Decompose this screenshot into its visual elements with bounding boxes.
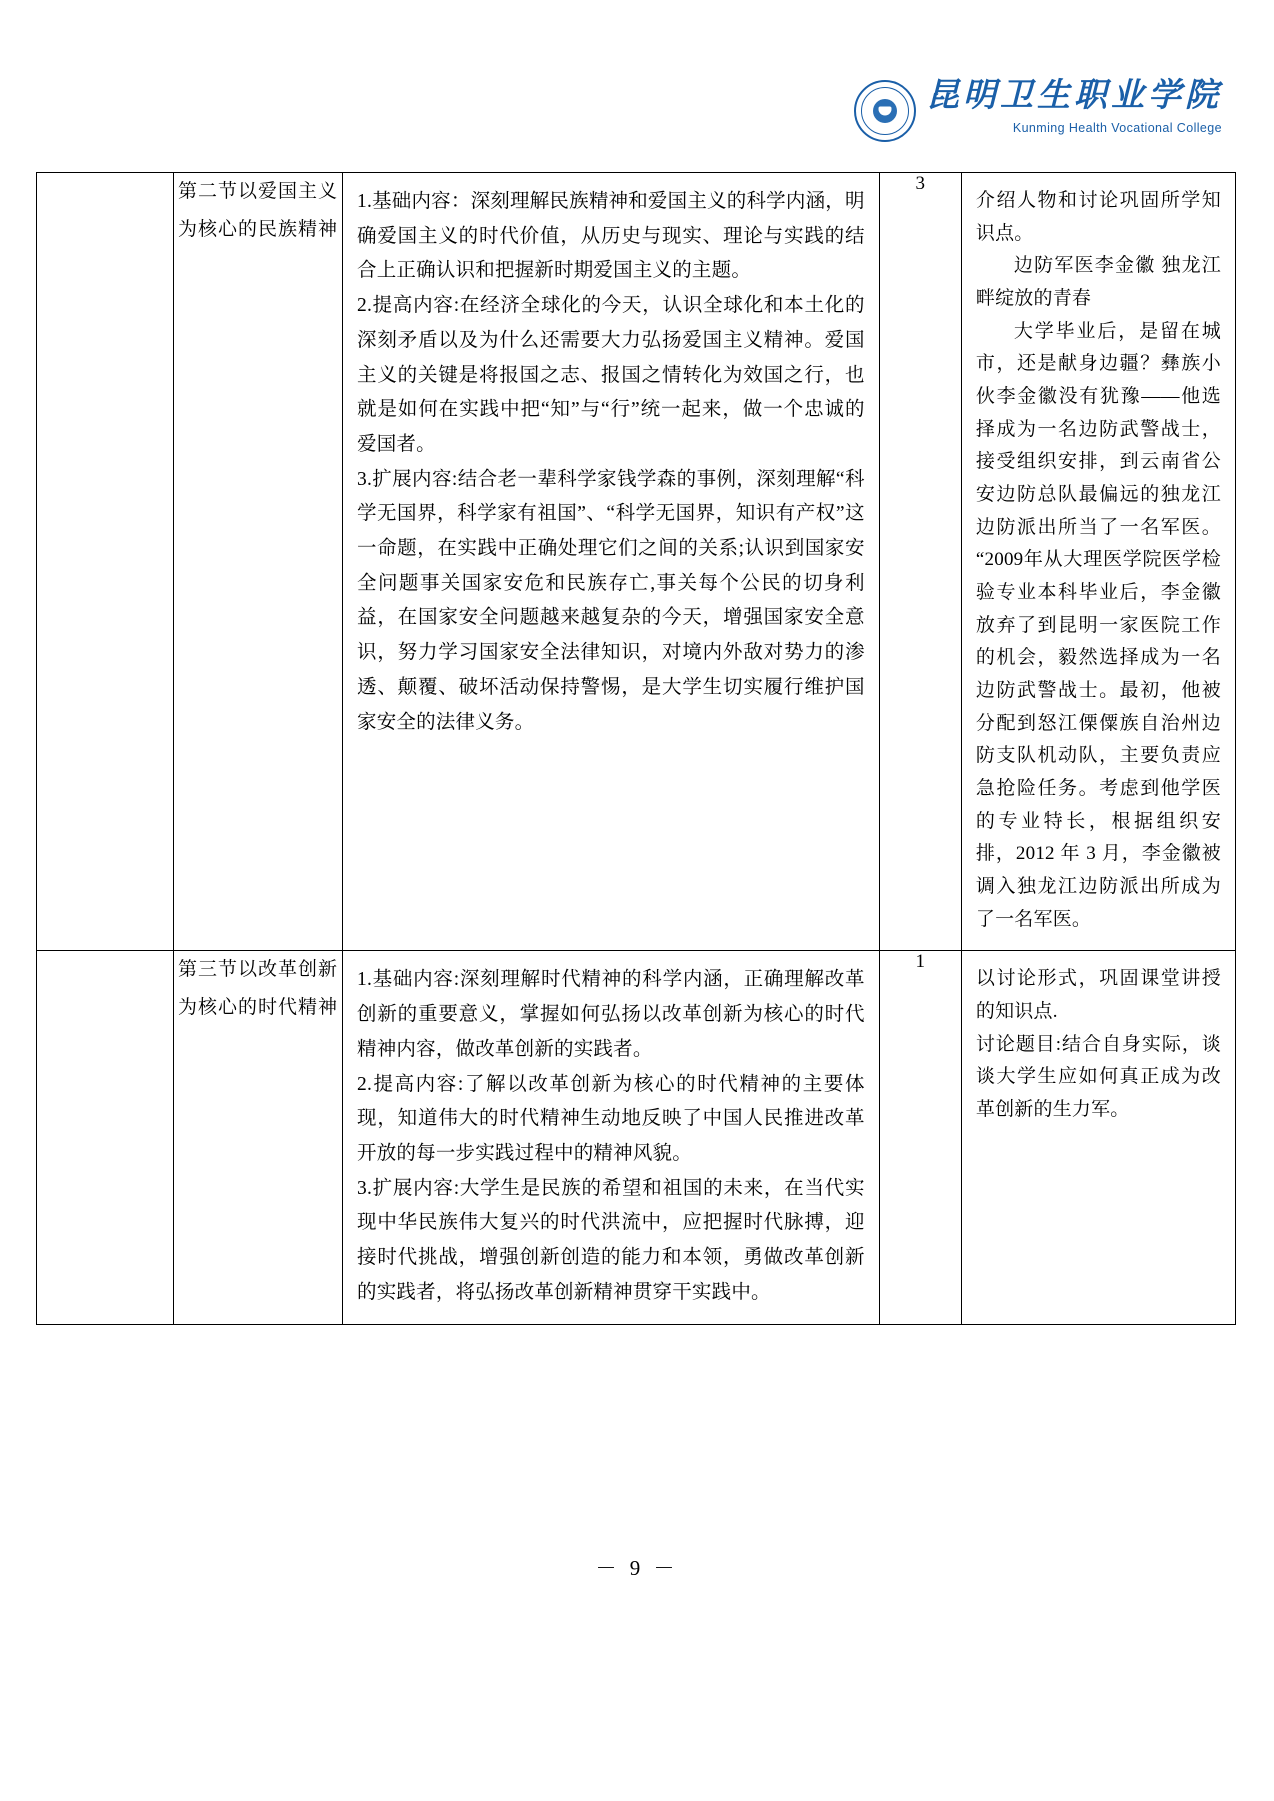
content-paragraph: 3.扩展内容:大学生是民族的希望和祖国的未来，在当代实现中华民族伟大复兴的时代洪流中，应把握时代脉搏，迎接时代挑战，增强创新创造的能力和本领，勇做改革创新的实践者，将弘扬改革创新精神贯穿干实践中。	[357, 1177, 865, 1303]
seal-core-icon	[873, 99, 897, 123]
cell-remarks-1	[961, 173, 1235, 951]
table-row	[37, 951, 1236, 1325]
content-paragraph: 2.提高内容:在经济全球化的今天，认识全球化和本土化的深刻矛盾以及为什么还需要大力弘扬爱国主义精神。爱国主义的关键是将报国之志、报国之情转化为效国之行，也就是如何在实践中把“知”与“行”统一起来，做一个忠诚的爱国者。	[357, 295, 865, 455]
college-seal-icon	[854, 80, 916, 142]
remark-paragraph: 边防军医李金徽 独龙江畔绽放的青春	[975, 255, 1221, 310]
remark-paragraph: 大学毕业后，是留在城市，还是献身边疆？彝族小伙李金徽没有犹豫——他选择成为一名边防武警战士，接受组织安排，到云南省公安边防总队最偏远的独龙江边防派出所当了一名军医。“2009年从大理医学院医学检验专业本科毕业后，李金徽放弃了到昆明一家医院工作的机会，毅然选择成为一名边防武警战士。最初，他被分配到怒江傈僳族自治州边防支队机动队，主要负责应急抢险任务。考虑到他学医的专业特长，根据组织安排，2012 年 3 月，李金徽被调入独龙江边防派出所成为了一名军医。	[975, 320, 1221, 930]
content-paragraph: 3.扩展内容:结合老一辈科学家钱学森的事例，深刻理解“科学无国界，科学家有祖国”、“科学无国界，知识有产权”这一命题，在实践中正确处理它们之间的关系;认识到国家安全问题事关国家安危和民族存亡,事关每个公民的切身利益，在国家安全问题越来越复杂的今天，增强国家安全意识，努力学习国家安全法律知识，对境内外敌对势力的渗透、颠覆、破坏活动保持警惕，是大学生切实履行维护国家安全的法律义务。	[357, 468, 865, 733]
college-name-cn: 昆明卫生职业学院	[926, 78, 1222, 114]
content-paragraph: 1.基础内容:深刻理解时代精神的科学内涵，正确理解改革创新的重要意义，掌握如何弘扬以改革创新为核心的时代精神内容，做改革创新的实践者。	[357, 969, 865, 1060]
cell-chapter-2: 第三节以改革创新为核心的时代精神	[174, 951, 343, 1325]
cell-content-1	[343, 173, 880, 951]
content-paragraph: 2.提高内容:了解以改革创新为核心的时代精神的主要体现，知道伟大的时代精神生动地反映了中国人民推进改革开放的每一步实践过程中的精神风貌。	[357, 1073, 865, 1164]
page-number: － 9 －	[595, 1556, 679, 1580]
table-row	[37, 173, 1236, 951]
cell-content-2	[343, 951, 880, 1325]
college-logo	[854, 78, 1222, 142]
cell-remarks-2	[961, 951, 1235, 1325]
content-paragraph: 1.基础内容：深刻理解民族精神和爱国主义的科学内涵，明确爱国主义的时代价值，从历史与现实、理论与实践的结合上正确认识和把握新时期爱国主义的主题。	[357, 191, 865, 282]
remark-paragraph: 介绍人物和讨论巩固所学知识点。	[975, 190, 1221, 244]
syllabus-table	[36, 172, 1236, 1325]
remark-paragraph: 以讨论形式，巩固课堂讲授的知识点.	[975, 968, 1221, 1023]
cell-hours-2: 1	[879, 951, 961, 1325]
cell-chapter-1: 第二节以爱国主义为核心的民族精神	[174, 173, 343, 951]
syllabus-table-wrapper	[36, 172, 1236, 1325]
page-footer	[0, 1552, 1274, 1582]
cell-outer-left-2	[37, 951, 174, 1325]
logo-text-block	[926, 78, 1222, 135]
cell-hours-1: 3	[879, 173, 961, 951]
cell-outer-left-1	[37, 173, 174, 951]
remark-paragraph: 讨论题目:结合自身实际，谈谈大学生应如何真正成为改革创新的生力军。	[975, 1033, 1221, 1121]
college-name-en: Kunming Health Vocational College	[1012, 120, 1222, 135]
